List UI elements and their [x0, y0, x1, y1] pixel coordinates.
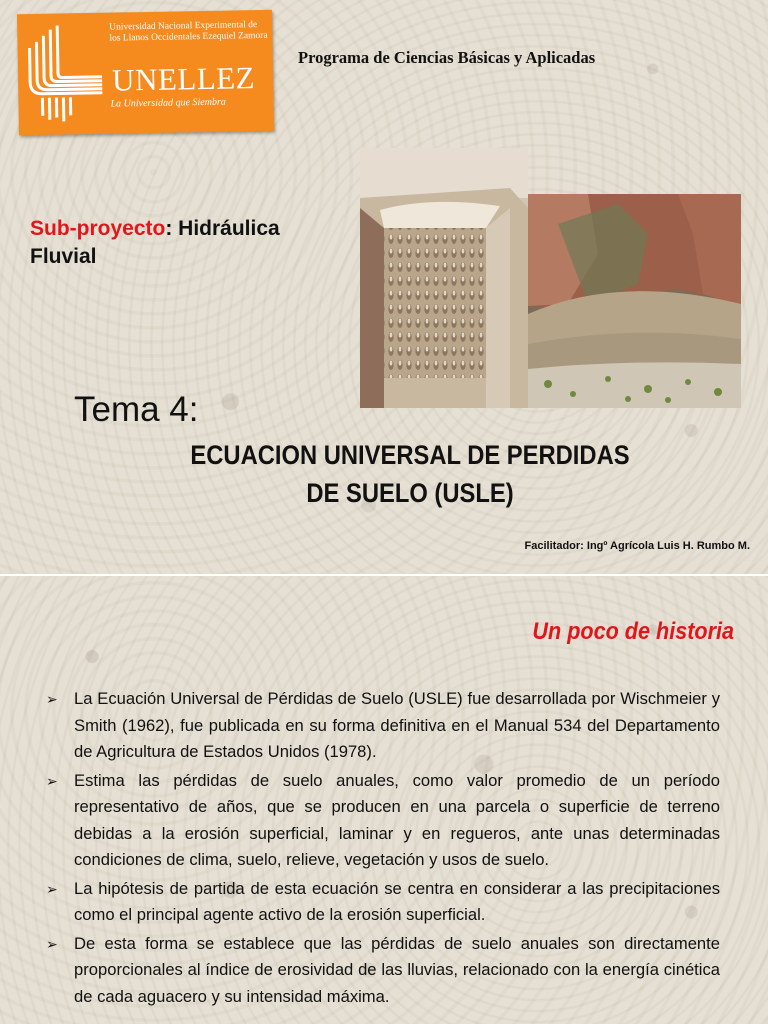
list-item — [44, 876, 720, 929]
list-item-text: La hipótesis de partida de esta ecuación se centra en considerar a las precipitaciones como el principal agente activo de la erosión superficial. — [74, 878, 720, 924]
list-item-text: De esta forma se establece que las pérdidas de suelo anuales son directamente proporcionales al índice de erosividad de las lluvias, relacionado con la energía cinética de cada aguacero y su intensidad máxima. — [74, 933, 720, 1006]
logo-wordmark: UNELLEZ — [111, 60, 256, 98]
soil-erosion-photo — [360, 148, 528, 408]
arrow-bullet-icon: ➢ — [46, 880, 58, 897]
list-item — [44, 686, 720, 766]
university-name: Universidad Nacional Experimental de los Llanos Occidentales Ezequiel Zamora — [109, 20, 268, 44]
slide-title-line1: ECUACION UNIVERSAL DE PERDIDAS — [190, 440, 630, 470]
slide-title-line2: DE SUELO (USLE) — [306, 478, 514, 508]
arrow-bullet-icon: ➢ — [46, 772, 58, 789]
facilitator-credit: Facilitador: Ingº Agrícola Luis H. Rumbo M. — [524, 540, 750, 552]
subproject-value: : Hidráulica Fluvial — [30, 217, 280, 268]
arrow-bullet-icon: ➢ — [46, 691, 58, 707]
history-slide — [0, 576, 768, 1024]
subproject-heading — [30, 215, 350, 271]
topic-number: Tema 4: — [74, 390, 199, 429]
bullet-list — [44, 686, 720, 1012]
list-item-text: Estima las pérdidas de suelo anuales, como valor promedio de un período representativo de años, que se producen en una parcela o superficie de terreno debidas a la erosión superficial, laminar y en regueros, ante unas determinadas condiciones de clima, suelo, relieve, vegetación y usos de suelo. — [74, 770, 720, 869]
list-item — [44, 768, 720, 874]
program-title: Programa de Ciencias Básicas y Aplicadas — [298, 48, 596, 67]
list-item-text: La Ecuación Universal de Pérdidas de Suelo (USLE) fue desarrollada por Wischmeier y Smith (1962), fue publicada en su forma definitiva en el Manual 534 del Departamento de Agricultura de Estados Unidos (1978). — [74, 689, 720, 761]
river-canyon-photo — [528, 194, 741, 408]
subproject-label: Sub-proyecto — [30, 217, 166, 240]
slide-title — [137, 436, 683, 512]
arrow-bullet-icon: ➢ — [46, 935, 58, 952]
unellez-logo — [17, 10, 274, 135]
unellez-emblem-icon — [21, 19, 109, 128]
logo-tagline: La Universidad que Siembra — [110, 96, 226, 110]
section-heading: Un poco de historia — [532, 618, 734, 645]
list-item — [44, 931, 720, 1011]
